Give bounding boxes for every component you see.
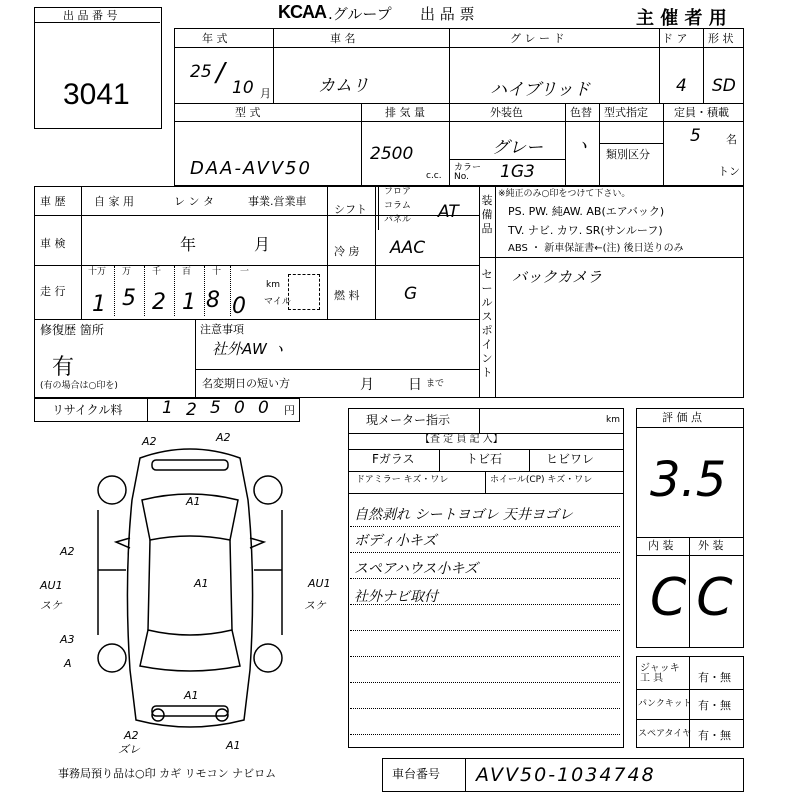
- diagram-mark: A1: [184, 689, 199, 702]
- expiry-month: 月: [360, 377, 374, 393]
- diagram-mark: スケ: [40, 599, 62, 612]
- mileage-digit: 2: [152, 290, 166, 315]
- glass-option-crack: ヒビワレ: [546, 452, 595, 466]
- tool-value-puncture-kit: 有・無: [698, 699, 731, 712]
- mileage-unit-box: [288, 274, 320, 310]
- diagram-mark: AU1: [40, 579, 63, 592]
- mirror-label: ドアミラー キズ・ワレ: [356, 475, 449, 485]
- fuel-label: 燃 料: [334, 289, 360, 302]
- color-no-label: カラー No.: [454, 163, 482, 182]
- color-label: 外装色: [490, 106, 523, 119]
- year-label: 年 式: [202, 32, 228, 45]
- month-unit: 月: [260, 87, 271, 100]
- grade-label: グ レ ー ド: [510, 32, 565, 45]
- glass-label: Fガラス: [372, 452, 415, 466]
- digit-label: 一: [240, 267, 250, 277]
- car-name-value: カムリ: [318, 76, 369, 96]
- sales-point-label: セールスポイント: [481, 268, 493, 379]
- caution-value: 社外AW ヽ: [212, 340, 287, 358]
- tool-value-spare-tire: 有・無: [698, 729, 731, 742]
- organizer-label: 主 催 者 用: [636, 8, 727, 29]
- ac-value: AAC: [390, 238, 426, 258]
- tool-value-jack: 有・無: [698, 671, 731, 684]
- shift-value: AT: [438, 202, 459, 222]
- equipment-line-1: PS. PW. 純AW. AB(エアバック): [508, 205, 665, 218]
- history-option-rental: レ ン タ: [174, 195, 214, 208]
- inspection-label: 車 検: [40, 237, 66, 250]
- color-value: グレー: [492, 138, 543, 158]
- model-value: DAA-AVV50: [190, 158, 312, 179]
- diagram-mark: A2: [142, 435, 157, 448]
- door-value: 4: [676, 76, 687, 96]
- glass-option-chip: トビ石: [466, 452, 503, 466]
- shape-value: SD: [712, 76, 736, 96]
- expiry-suffix: まで: [426, 379, 445, 389]
- color-change-value: ヽ: [574, 136, 591, 156]
- recycle-digit: 0: [258, 398, 269, 418]
- equipment-label: 装 備 品: [481, 194, 493, 235]
- expiry-label: 名変期日の短い方: [202, 377, 290, 390]
- repair-label: 修復歴 箇所: [40, 323, 104, 337]
- history-option-private: 自 家 用: [94, 195, 134, 208]
- fuel-value: G: [404, 284, 418, 304]
- inspector-note: 社外ナビ取付: [354, 589, 438, 605]
- capacity-unit: 名: [726, 133, 737, 146]
- shift-label: シフト: [334, 203, 367, 216]
- tool-label-puncture-kit: パンクキット: [638, 699, 692, 709]
- shift-option-column: コラム: [384, 201, 411, 211]
- color-change-label: 色替: [570, 106, 592, 119]
- mileage-digit: 0: [232, 294, 246, 319]
- mileage-digit: 1: [92, 292, 106, 317]
- mileage-mile-unit: マイル: [264, 297, 291, 307]
- diagram-mark: A2: [60, 545, 75, 558]
- inspector-heading: 【査 定 員 記 入】: [420, 434, 503, 445]
- recycle-digit: 0: [234, 398, 245, 418]
- footer-text: 事務局預り品は○印 カギ リモコン ナビロム: [58, 767, 277, 780]
- shape-label: 形 状: [708, 32, 734, 45]
- recycle-digit: 2: [186, 400, 197, 420]
- meter-label: 現メーター指示: [366, 413, 451, 427]
- digit-label: 十万: [88, 267, 107, 277]
- diagram-mark: A2: [216, 431, 231, 444]
- interior-exterior-value: CC: [650, 568, 743, 628]
- lot-number-box: [34, 7, 162, 129]
- inspector-note: 自然剥れ シートヨゴレ 天井ヨゴレ: [354, 507, 573, 523]
- displacement-value: 2500: [370, 144, 414, 164]
- month-value: 10: [232, 78, 254, 98]
- recycle-unit: 円: [284, 404, 295, 417]
- door-label: ド ア: [662, 32, 688, 45]
- capacity-label: 定員・積載: [674, 106, 729, 119]
- mileage-digit: 5: [122, 286, 136, 311]
- sales-point-value: バックカメラ: [512, 268, 603, 286]
- equipment-line-3: ABS ・ 新車保証書←(注) 後日送りのみ: [508, 243, 684, 254]
- mileage-digit: 8: [206, 288, 220, 313]
- diagram-mark: A: [64, 657, 72, 670]
- type-spec-label: 型式指定: [604, 106, 648, 119]
- displacement-unit: c.c.: [426, 171, 442, 181]
- mileage-digit: 1: [182, 290, 196, 315]
- sheet-title: 出 品 票: [420, 5, 475, 23]
- chassis-value: AVV50-1034748: [476, 764, 656, 786]
- ton-unit: トン: [718, 165, 740, 178]
- inspector-note: ボディ小キズ: [354, 533, 437, 549]
- rating-value: 3.5: [650, 452, 727, 508]
- diagram-mark: A1: [186, 495, 201, 508]
- equipment-note: ※純正のみ○印をつけて下さい。: [498, 189, 631, 199]
- equipment-line-2: TV. ナビ. カワ. SR(サンルーフ): [508, 224, 663, 237]
- diagram-mark: A1: [194, 577, 209, 590]
- expiry-day: 日: [408, 377, 422, 393]
- exterior-label: 外 装: [698, 539, 724, 552]
- ac-label: 冷 房: [334, 245, 360, 258]
- group-label: .グループ: [328, 5, 392, 23]
- interior-label: 内 装: [648, 539, 674, 552]
- model-label: 型 式: [235, 106, 261, 119]
- history-label: 車 歴: [40, 195, 66, 208]
- color-no-value: 1G3: [500, 162, 535, 182]
- lot-number: 3041: [63, 78, 130, 111]
- diagram-mark: A3: [60, 633, 75, 646]
- digit-label: 十: [212, 267, 222, 277]
- tool-label-jack: ジャッキ 工 具: [640, 663, 680, 684]
- digit-label: 千: [152, 267, 162, 277]
- displacement-label: 排 気 量: [385, 106, 425, 119]
- class-label: 類別区分: [606, 148, 650, 161]
- diagram-mark: ズレ: [118, 743, 140, 756]
- grade-value: ハイブリッド: [490, 80, 591, 100]
- year-value: 25: [190, 62, 212, 82]
- digit-label: 万: [122, 267, 132, 277]
- shift-option-panel: パネル: [384, 215, 412, 225]
- digit-label: 百: [182, 267, 192, 277]
- diagram-mark: スケ: [304, 599, 326, 612]
- shift-option-floor: フロア: [384, 187, 412, 197]
- inspection-year: 年: [180, 235, 197, 254]
- brand-logo: KCAA: [278, 2, 326, 22]
- capacity-value: 5: [690, 126, 701, 146]
- caution-label: 注意事項: [200, 323, 244, 336]
- recycle-digit: 5: [210, 398, 221, 418]
- recycle-label: リサイクル料: [52, 403, 123, 417]
- tool-label-spare-tire: スペアタイヤ: [638, 729, 692, 739]
- inspector-note: スペアハウス小キズ: [354, 561, 479, 577]
- inspection-month: 月: [254, 235, 271, 254]
- wheel-label: ホイール(CP) キズ・ワレ: [490, 475, 593, 485]
- repair-value: 有: [52, 355, 75, 380]
- diagram-mark: A1: [226, 739, 241, 752]
- mileage-km-unit: km: [266, 280, 280, 290]
- meter-unit: km: [606, 415, 620, 425]
- mileage-label: 走 行: [40, 285, 66, 298]
- history-option-business: 事業.営業車: [248, 195, 307, 208]
- recycle-digit: 1: [162, 398, 173, 418]
- lot-number-label: 出 品 番 号: [63, 9, 118, 22]
- repair-note: (有の場合は○印を): [40, 381, 118, 391]
- car-name-label: 車 名: [330, 32, 356, 45]
- chassis-label: 車台番号: [392, 767, 441, 781]
- diagram-mark: AU1: [308, 577, 331, 590]
- diagram-mark: A2: [124, 729, 139, 742]
- rating-label: 評 価 点: [662, 411, 702, 424]
- year-slash: /: [216, 58, 225, 88]
